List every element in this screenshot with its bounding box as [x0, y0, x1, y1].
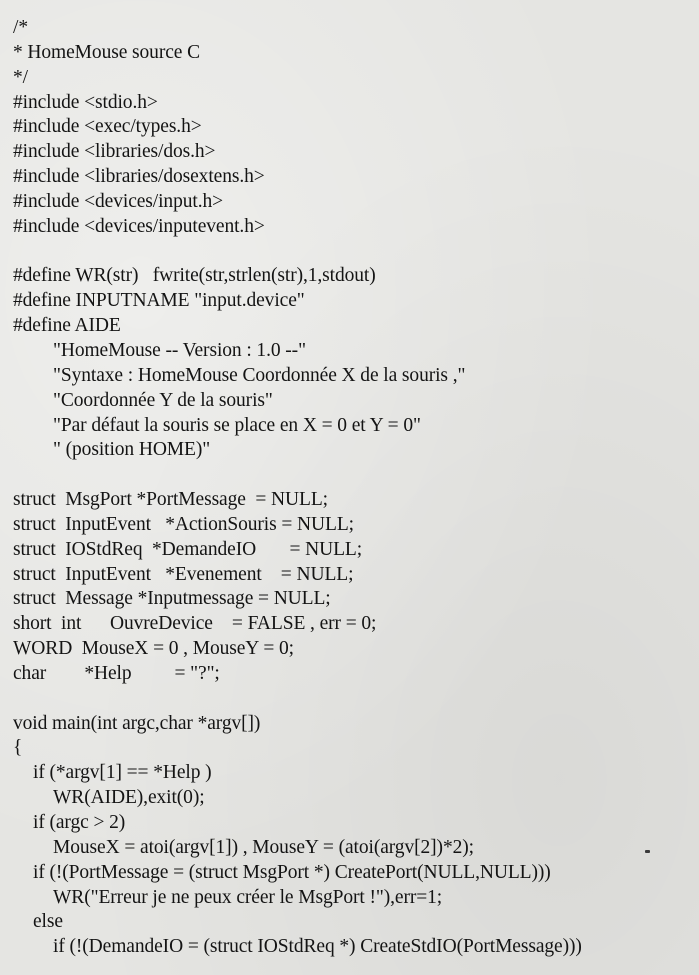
code-line: short int OuvreDevice = FALSE , err = 0; [13, 613, 377, 635]
code-line: struct Message *Inputmessage = NULL; [13, 588, 331, 610]
code-line: #include <libraries/dos.h> [13, 141, 216, 163]
code-line: #include <devices/inputevent.h> [13, 215, 265, 237]
code-line: #include <exec/types.h> [13, 116, 202, 138]
code-line: struct InputEvent *Evenement = NULL; [13, 563, 354, 585]
code-line: #include <stdio.h> [13, 91, 158, 113]
code-line: WR("Erreur je ne peux créer le MsgPort !"),err=1; [53, 886, 443, 908]
code-line: #define AIDE [13, 315, 121, 337]
code-line: "HomeMouse -- Version : 1.0 --" [53, 339, 306, 361]
code-line: #include <devices/input.h> [13, 190, 224, 212]
code-line: */ [13, 66, 28, 88]
code-line: MouseX = atoi(argv[1]) , MouseY = (atoi(argv[2])*2); [53, 836, 474, 858]
code-line: #include <libraries/dosextens.h> [13, 166, 265, 188]
code-line: else [33, 911, 63, 933]
code-line: if (!(DemandeIO = (struct IOStdReq *) CreateStdIO(PortMessage))) [53, 936, 582, 958]
code-line: if (*argv[1] == *Help ) [33, 762, 212, 784]
source-code-listing [13, 16, 582, 960]
code-line: char *Help = "?"; [13, 662, 220, 684]
code-line: void main(int argc,char *argv[]) [13, 712, 261, 734]
code-line: "Par défaut la souris se place en X = 0 et Y = 0" [53, 414, 421, 436]
code-line: if (!(PortMessage = (struct MsgPort *) CreatePort(NULL,NULL))) [33, 861, 551, 883]
scan-speck [645, 850, 650, 853]
code-line: struct InputEvent *ActionSouris = NULL; [13, 513, 354, 535]
code-line: if (argc > 2) [33, 812, 126, 833]
code-line: WR(AIDE),exit(0); [53, 787, 205, 809]
code-line: struct IOStdReq *DemandeIO = NULL; [13, 538, 363, 560]
code-line: #define INPUTNAME "input.device" [13, 290, 305, 312]
code-line: { [13, 737, 23, 759]
code-line: /* [13, 17, 28, 38]
code-line: struct MsgPort *PortMessage = NULL; [13, 489, 328, 511]
code-line: #define WR(str) fwrite(str,strlen(str),1,stdout) [13, 265, 376, 287]
blank-line [13, 687, 582, 712]
code-line: " (position HOME)" [53, 439, 211, 461]
code-line: WORD MouseX = 0 , MouseY = 0; [13, 638, 294, 660]
code-line: * HomeMouse source C [13, 41, 201, 63]
blank-line [13, 240, 582, 265]
code-line: "Syntaxe : HomeMouse Coordonnée X de la souris ," [53, 364, 466, 386]
code-line: "Coordonnée Y de la souris" [53, 389, 273, 411]
blank-line [13, 463, 582, 488]
